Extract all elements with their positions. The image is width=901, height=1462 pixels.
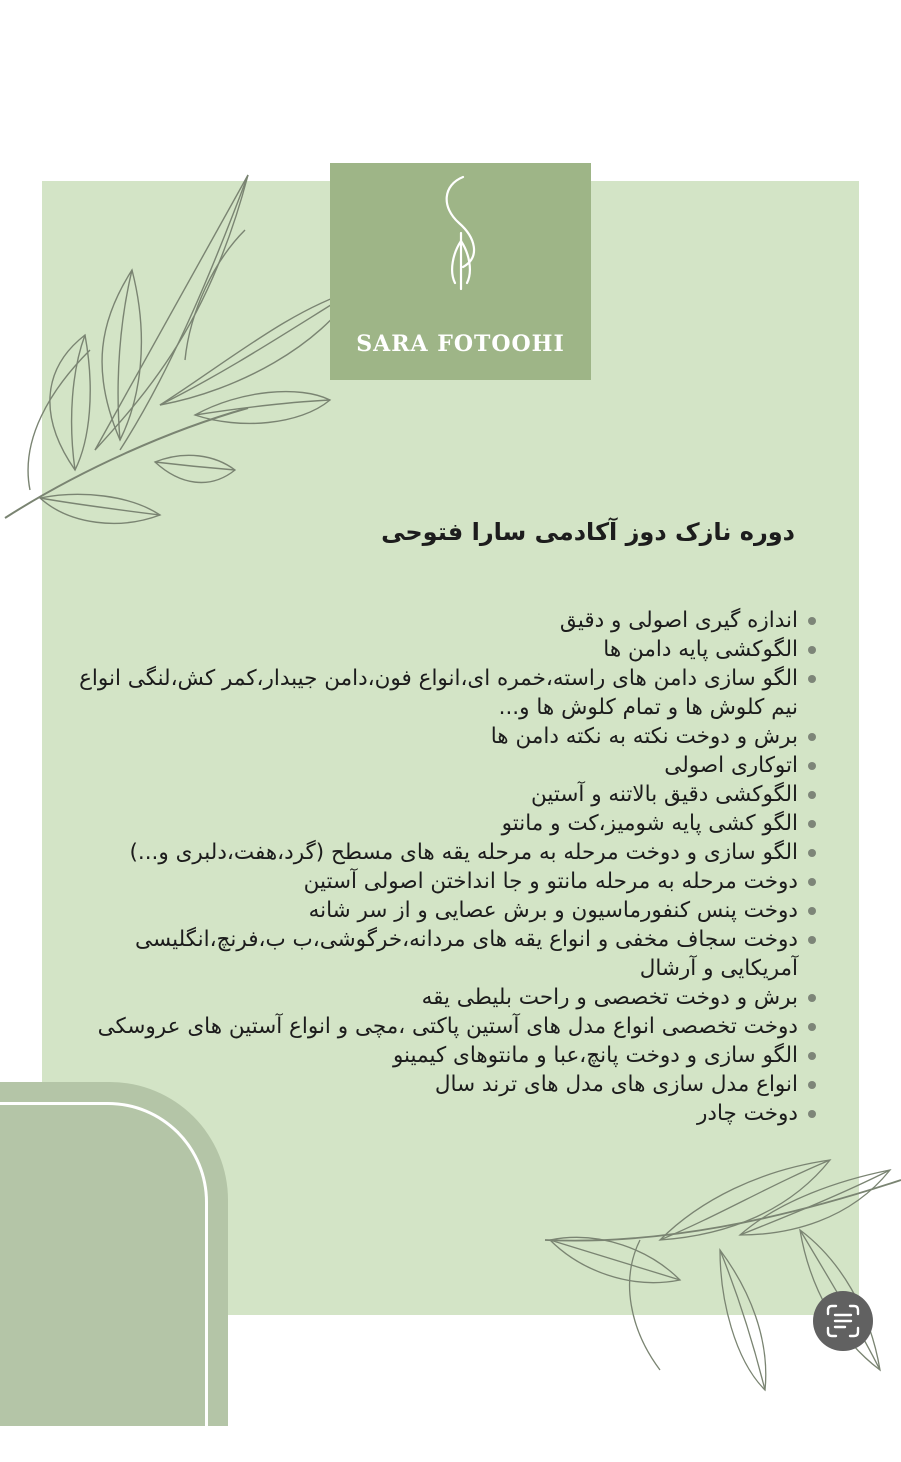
bullet-icon [808, 820, 816, 828]
bullet-icon [808, 1052, 816, 1060]
list-item-text: انواع مدل سازی های مدل های ترند سال [434, 1072, 798, 1097]
list-item [78, 1099, 798, 1128]
bullet-icon [808, 1023, 816, 1031]
brand-logo [330, 163, 591, 380]
list-item [78, 983, 798, 1012]
list-item [78, 780, 798, 809]
list-item [78, 1041, 798, 1070]
bullet-icon [808, 762, 816, 770]
needle-thread-logo-icon [435, 171, 487, 299]
brand-name: SARA FOTOOHI [356, 331, 565, 357]
bullet-icon [808, 994, 816, 1002]
text-scan-button[interactable] [813, 1291, 873, 1351]
list-item-text: الگو سازی دامن های راسته،خمره ای،انواع فون،دامن جیبدار،کمر کش،لنگی انواع نیم کلوش ها و تمام کلوش ها و... [79, 666, 798, 720]
list-item [78, 867, 798, 896]
list-item-text: برش و دوخت نکته به نکته دامن ها [490, 724, 798, 749]
list-item [78, 1012, 798, 1041]
list-item [78, 1070, 798, 1099]
list-item-text: الگو کشی پایه شومیز،کت و مانتو [501, 811, 798, 836]
bullet-icon [808, 646, 816, 654]
text-scan-icon [824, 1302, 862, 1340]
list-item-text: الگو سازی و دوخت پانچ،عبا و مانتوهای کیمینو [392, 1043, 798, 1068]
list-item [78, 925, 798, 983]
list-item-text: الگوکشی دقیق بالاتنه و آستین [531, 782, 798, 807]
corner-outline [0, 1102, 208, 1462]
list-item-text: دوخت مرحله به مرحله مانتو و جا انداختن اصولی آستین [303, 869, 798, 894]
list-item-text: الگوکشی پایه دامن ها [603, 637, 798, 662]
list-item-text: برش و دوخت تخصصی و راحت بلیطی یقه [421, 985, 798, 1010]
bullet-icon [808, 617, 816, 625]
list-item-text: دوخت چادر [697, 1101, 798, 1126]
list-item [78, 606, 798, 635]
course-list [78, 606, 798, 1128]
list-item-text: الگو سازی و دوخت مرحله به مرحله یقه های مسطح (گرد،هفت،دلبری و...) [129, 840, 798, 865]
bullet-icon [808, 849, 816, 857]
list-item-text: دوخت تخصصی انواع مدل های آستین پاکتی ،مچی و انواع آستین های عروسکی [97, 1014, 798, 1039]
list-item-text: دوخت پنس کنفورماسیون و برش عصایی و از سر شانه [308, 898, 798, 923]
list-item-text: اتوکاری اصولی [664, 753, 798, 778]
page-title: دوره نازک دوز آکادمی سارا فتوحی [381, 518, 795, 546]
bullet-icon [808, 1081, 816, 1089]
bullet-icon [808, 878, 816, 886]
list-item [78, 838, 798, 867]
list-item [78, 664, 798, 722]
bullet-icon [808, 733, 816, 741]
list-item-text: دوخت سجاف مخفی و انواع یقه های مردانه،خرگوشی،ب ب،فرنچ،انگلیسی آمریکایی و آرشال [135, 927, 798, 981]
list-item [78, 809, 798, 838]
bullet-icon [808, 936, 816, 944]
list-item-text: اندازه گیری اصولی و دقیق [559, 608, 798, 633]
list-item [78, 751, 798, 780]
bullet-icon [808, 907, 816, 915]
bullet-icon [808, 791, 816, 799]
list-item [78, 896, 798, 925]
bullet-icon [808, 675, 816, 683]
list-item [78, 635, 798, 664]
list-item [78, 722, 798, 751]
bullet-icon [808, 1110, 816, 1118]
